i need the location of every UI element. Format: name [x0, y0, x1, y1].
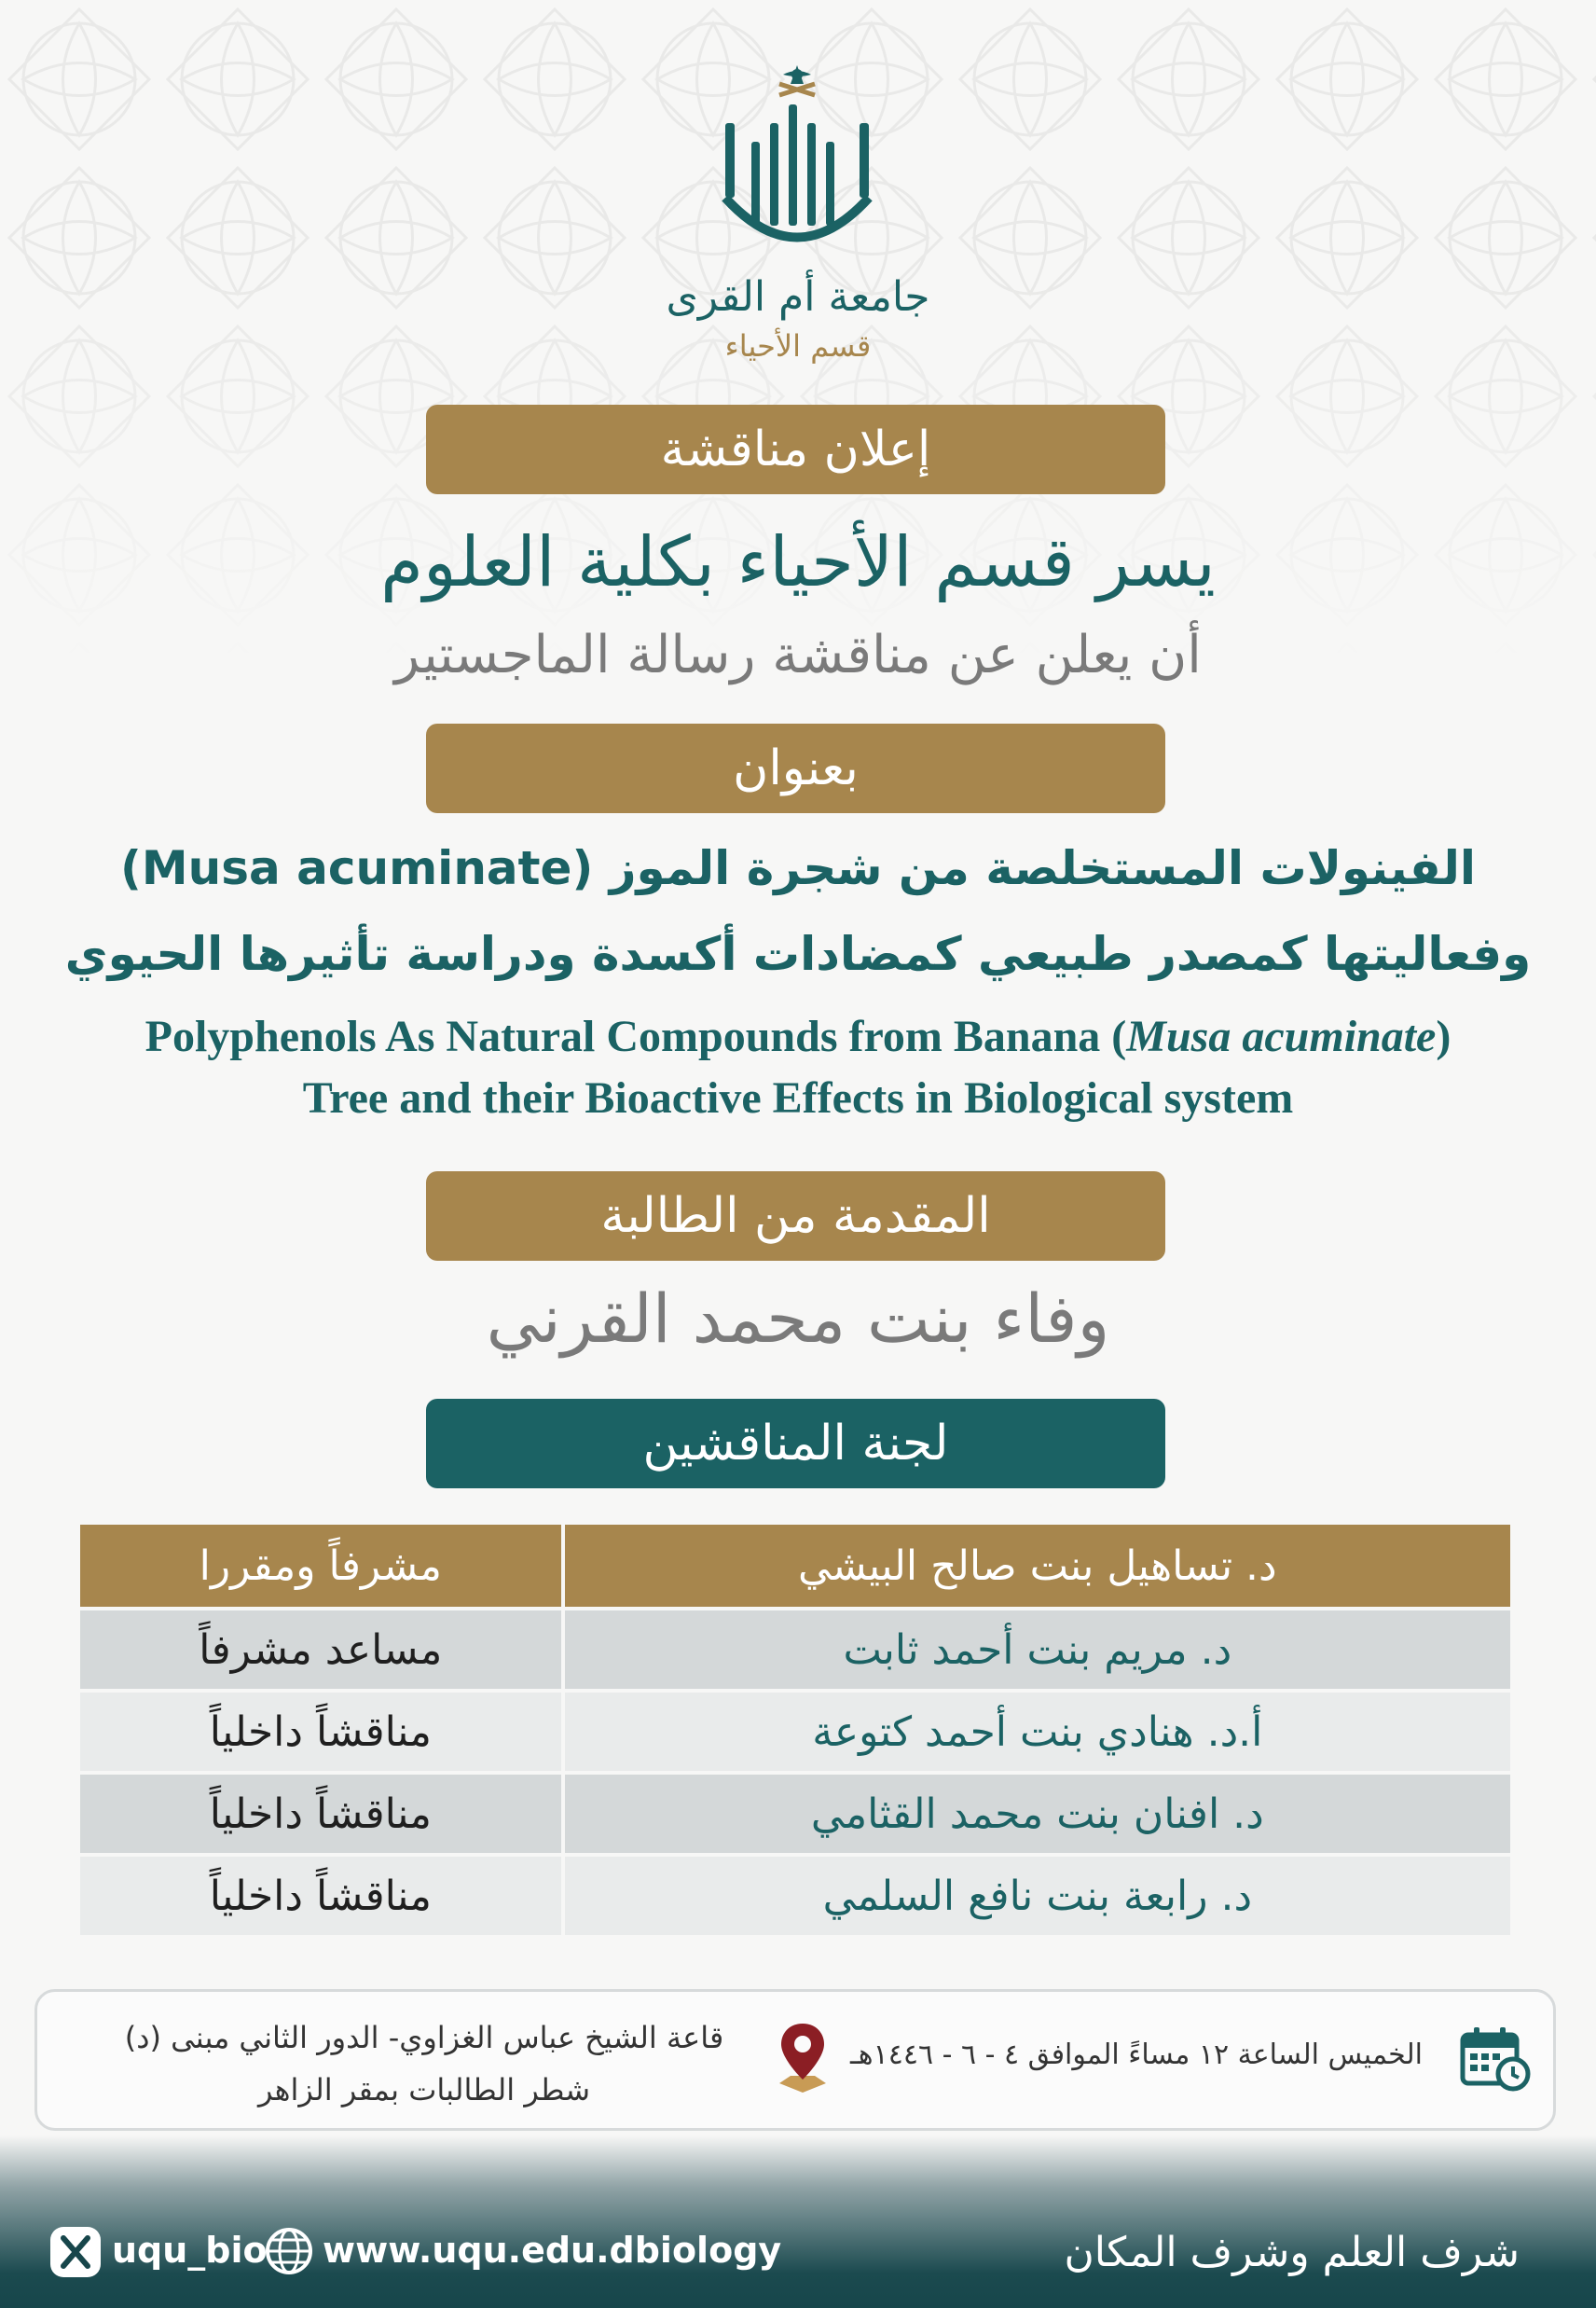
committee-banner — [426, 1399, 1165, 1488]
footer-slogan: شرف العلم وشرف المكان — [1064, 2229, 1520, 2276]
member-role: مناقشاً داخلياً — [80, 1775, 561, 1853]
globe-icon[interactable] — [263, 2225, 315, 2277]
event-info-box — [34, 1989, 1556, 2131]
table-row — [80, 1610, 1510, 1689]
table-row — [80, 1693, 1510, 1771]
committee-table — [76, 1521, 1514, 1939]
committee-head-row — [80, 1525, 1510, 1607]
announcement-banner — [426, 405, 1165, 494]
event-datetime: الخميس الساعة ١٢ مساءً الموافق ٤ - ٦ - ١٤٤٦هـ — [850, 2039, 1423, 2071]
thesis-arabic-line-2: وفعاليتها كمصدر طبيعي كمضادات أكسدة ودراسة تأثيرها الحيوي — [64, 927, 1532, 981]
x-logo-icon[interactable] — [48, 2225, 103, 2279]
title-label: بعنوان — [733, 740, 859, 796]
map-pin-icon — [774, 2018, 832, 2098]
location-line-1: قاعة الشيخ عباس الغزاوي- الدور الثاني مبنى (د) — [124, 2020, 724, 2055]
member-name: أ.د. هنادي بنت أحمد كتوعة — [565, 1693, 1510, 1771]
thesis-english-italic: Musa acuminate — [1126, 1012, 1437, 1061]
location-line-2: شطر الطالبات بمقر الزاهر — [257, 2072, 591, 2108]
committee-head-name: د. تساهيل بنت صالح البيشي — [565, 1525, 1510, 1607]
thesis-arabic-line-1: الفينولات المستخلصة من شجرة الموز (Musa acuminate) — [119, 841, 1476, 895]
footer-handle[interactable]: uqu_bio — [112, 2230, 268, 2271]
department-name: قسم الأحياء — [724, 328, 872, 364]
member-role: مناقشاً داخلياً — [80, 1857, 561, 1935]
committee-head-role: مشرفاً ومقررا — [80, 1525, 561, 1607]
calendar-clock-icon — [1459, 2025, 1532, 2093]
thesis-english-line-2: Tree and their Bioactive Effects in Biological system — [302, 1073, 1294, 1123]
member-name: د. مريم بنت أحمد ثابت — [565, 1610, 1510, 1689]
intro-line-2: أن يعلن عن مناقشة رسالة الماجستير — [394, 625, 1202, 685]
announcement-label: إعلان مناقشة — [660, 422, 931, 477]
committee-label: لجنة المناقشين — [642, 1416, 949, 1472]
member-name: د. افنان بنت محمد القثامي — [565, 1775, 1510, 1853]
university-logo — [718, 58, 876, 254]
footer-bar — [0, 2135, 1596, 2308]
table-row — [80, 1775, 1510, 1853]
student-label: المقدمة من الطالبة — [600, 1188, 991, 1244]
member-name: د. رابعة بنت نافع السلمي — [565, 1857, 1510, 1935]
title-banner — [426, 724, 1165, 813]
member-role: مناقشاً داخلياً — [80, 1693, 561, 1771]
intro-line-1: يسر قسم الأحياء بكلية العلوم — [380, 522, 1216, 602]
thesis-english-part-a: Polyphenols As Natural Compounds from Banana ( — [144, 1012, 1127, 1061]
member-role: مساعد مشرفاً — [80, 1610, 561, 1689]
student-name: وفاء بنت محمد القرني — [486, 1279, 1110, 1358]
thesis-english-part-b: ) — [1436, 1012, 1452, 1061]
student-banner — [426, 1171, 1165, 1261]
footer-website[interactable]: www.uqu.edu.dbiology — [323, 2230, 782, 2271]
university-name: جامعة أم القرى — [666, 273, 930, 321]
table-row — [80, 1857, 1510, 1935]
thesis-english-line-1 — [0, 1011, 1596, 1062]
